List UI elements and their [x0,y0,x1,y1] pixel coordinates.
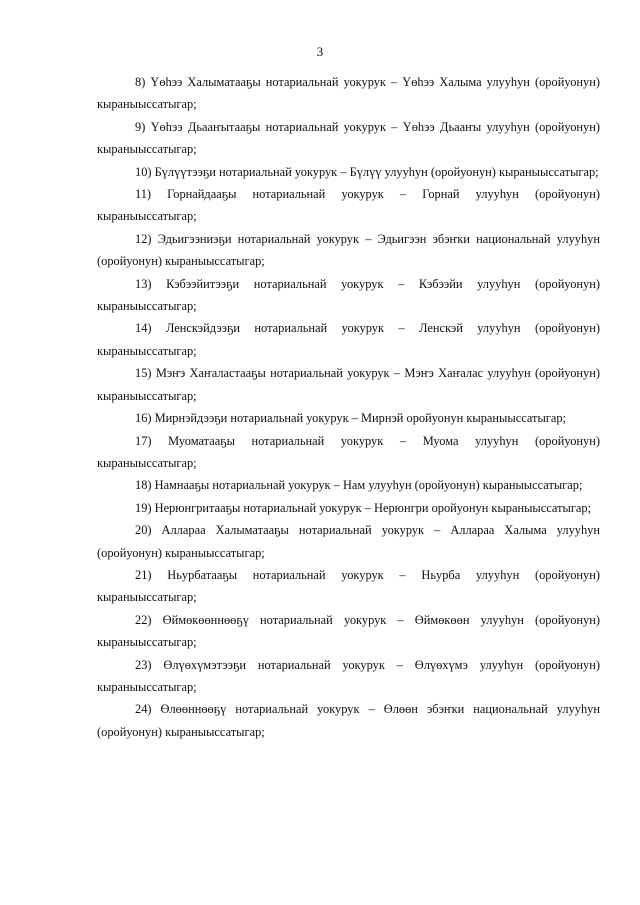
list-item: 19) Нерюнгритааҕы нотариальнай уокурук – Нерюнгри оройуонун кыраныыссатыгар; [135,500,592,515]
list-item: 12) Эдьигээниэҕи нотариальнай уокурук – Эдьигээн эбэҥки национальнай улууһун (оройуонун) кыраныыссатыгар; [97,231,600,269]
list-item: 22) Өймөкөөннөөҕү нотариальнай уокурук – Өймөкөөн улууһун (оройуонун) кыраныыссатыгар; [97,612,600,650]
list-item: 8) Үөһээ Халыматааҕы нотариальнай уокурук – Үөһээ Халыма улууһун (оройуонун) кыраныыссатыгар; [97,75,600,112]
list-item: 17) Муоматааҕы нотариальнай уокурук – Муома улууһун (оройуонун) кыраныыссатыгар; [97,433,600,470]
list-item: 24) Өлөөннөөҕү нотариальнай уокурук – Өлөөн эбэҥки национальнай улууһун (оройуонун) кыраныыссатыгар; [97,702,600,739]
list-item: 11) Горнайдааҕы нотариальнай уокурук – Горнай улууһун (оройуонун) кыраныыссатыгар; [97,187,600,224]
list-item: 15) Мэҥэ Хаҥаластааҕы нотариальнай уокурук – Мэҥэ Хаҥалас улууһун (оройуонун) кыраныыссатыгар; [97,366,600,403]
list-item: 14) Ленскэйдээҕи нотариальнай уокурук – Ленскэй улууһун (оройуонун) кыраныыссатыгар; [97,321,600,358]
list-item: 9) Үөһээ Дьааҥытааҕы нотариальнай уокурук – Үөһээ Дьааҥы улууһун (оройуонун) кыраныыссатыгар; [97,119,600,157]
list-item: 18) Намнааҕы нотариальнай уокурук – Нам улууһун (оройуонун) кыраныыссатыгар; [135,478,583,493]
list-item: 10) Бүлүүтээҕи нотариальнай уокурук – Бүлүү улууһун (оройуонун) кыраныыссатыгар; [135,164,599,179]
page-number: 3 [316,44,324,59]
notarial-district-list [97,71,600,743]
list-item: 16) Мирнэйдээҕи нотариальнай уокурук – Мирнэй оройуонун кыраныыссатыгар; [135,411,566,426]
list-item: 13) Кэбээйитээҕи нотариальнай уокурук – Кэбээйи улууһун (оройуонун) кыраныыссатыгар; [97,276,600,314]
list-item: 21) Ньурбатааҕы нотариальнай уокурук – Ньурба улууһун (оройуонун) кыраныыссатыгар; [97,567,600,605]
list-item: 20) Аллараа Халыматааҕы нотариальнай уокурук – Аллараа Халыма улууһун (оройуонун) кыраныыссатыгар; [97,523,600,560]
list-item: 23) Өлүөхүмэтээҕи нотариальнай уокурук – Өлүөхүмэ улууһун (оройуонун) кыраныыссатыгар; [97,657,600,694]
